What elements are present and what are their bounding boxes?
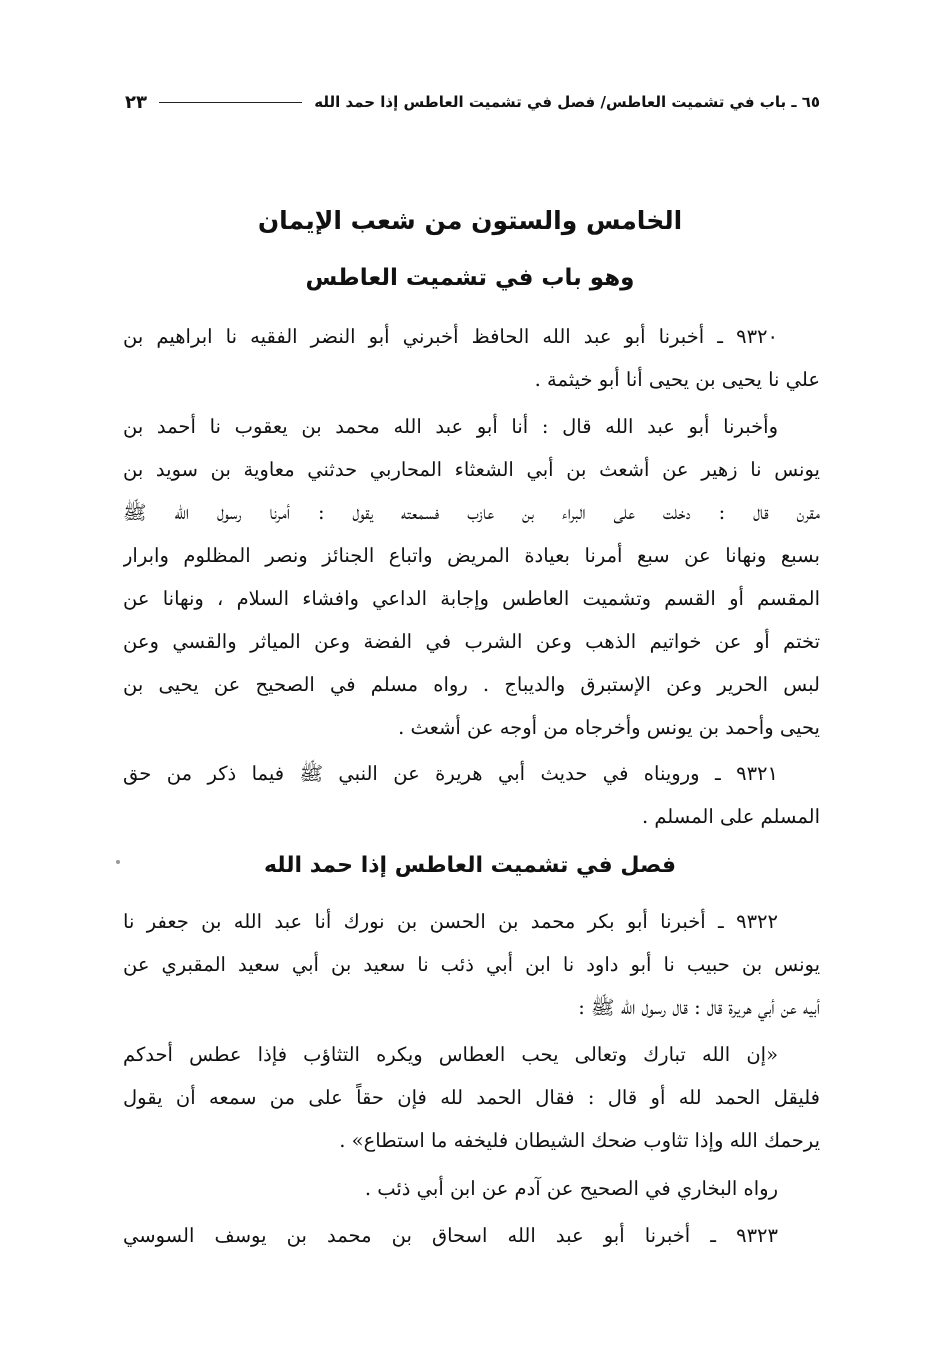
text-line: مقرن قال : دخلت على البراء بن عازب فسمعته يقول : أمرنا رسول الله ﷺ [123,501,820,524]
page-number: ٢٣ [125,91,147,113]
text-line: ٩٣٢٢ ـ أخبرنا أبو بكر محمد بن الحسن بن نورك أنا عبد الله بن جعفر نا [123,910,778,933]
text-line: أبيه عن أبي هريرة قال : قال رسول الله ﷺ : [578,996,820,1019]
running-header-title: ٦٥ ـ باب في تشميت العاطس/ فصل في تشميت العاطس إذا حمد الله [314,93,820,111]
text-line: ٩٣٢١ ـ ورويناه في حديث أبي هريرة عن النبي ﷺ فيما ذكر من حق [123,762,778,785]
text-line: ٩٣٢٣ ـ أخبرنا أبو عبد الله اسحاق بن محمد بن يوسف السوسي [123,1224,778,1247]
text-line: علي نا يحيى بن يحيى أنا أبو خيثمة . [534,368,820,391]
text-line: يرحمك الله وإذا تثاوب ضحك الشيطان فليخفه ما استطاع» . [339,1129,820,1152]
text-line: تختم أو عن خواتيم الذهب وعن الشرب في الفضة وعن المياثر والقسي وعن [123,630,820,653]
text-line: لبس الحرير وعن الإستبرق والديباج . رواه مسلم في الصحيح عن يحيى بن [123,673,820,696]
text-line: وأخبرنا أبو عبد الله قال : أنا أبو عبد الله محمد بن يعقوب نا أحمد بن [123,415,778,438]
text-line: رواه البخاري في الصحيح عن آدم عن ابن أبي ذئب . [364,1177,778,1200]
running-header [125,86,820,118]
text-line: يونس بن حبيب نا أبو داود نا ابن أبي ذئب نا سعيد بن أبي سعيد المقبري عن [123,953,820,976]
text-line: بسبع ونهانا عن سبع أمرنا بعيادة المريض واتباع الجنائز ونصر المظلوم وابرار [123,544,820,567]
chapter-subheading: وهو باب في تشميت العاطس [305,265,635,291]
text-line: «إن الله تبارك وتعالى يحب العطاس ويكره التثاؤب فإذا عطس أحدكم [123,1043,778,1066]
text-line: يونس نا زهير عن أشعث بن أبي الشعثاء المحاربي حدثني معاوية بن سويد بن [123,458,820,481]
header-rule [159,102,302,103]
text-line: المقسم أو القسم وتشميت العاطس وإجابة الداعي وافشاء السلام ، ونهانا عن [123,587,820,610]
text-line: فليقل الحمد لله أو قال : فقال الحمد لله فإن حقاً على من سمعه أن يقول [123,1086,820,1109]
chapter-heading: الخامس والستون من شعب الإيمان [257,206,683,235]
text-line: المسلم على المسلم . [641,805,820,828]
text-line: ٩٣٢٠ ـ أخبرنا أبو عبد الله الحافظ أخبرني أبو النضر الفقيه نا ابراهيم بن [123,325,778,348]
text-line: يحيى وأحمد بن يونس وأخرجاه من أوجه عن أشعث . [398,716,820,739]
section-heading: فصل في تشميت العاطس إذا حمد الله [263,853,677,878]
